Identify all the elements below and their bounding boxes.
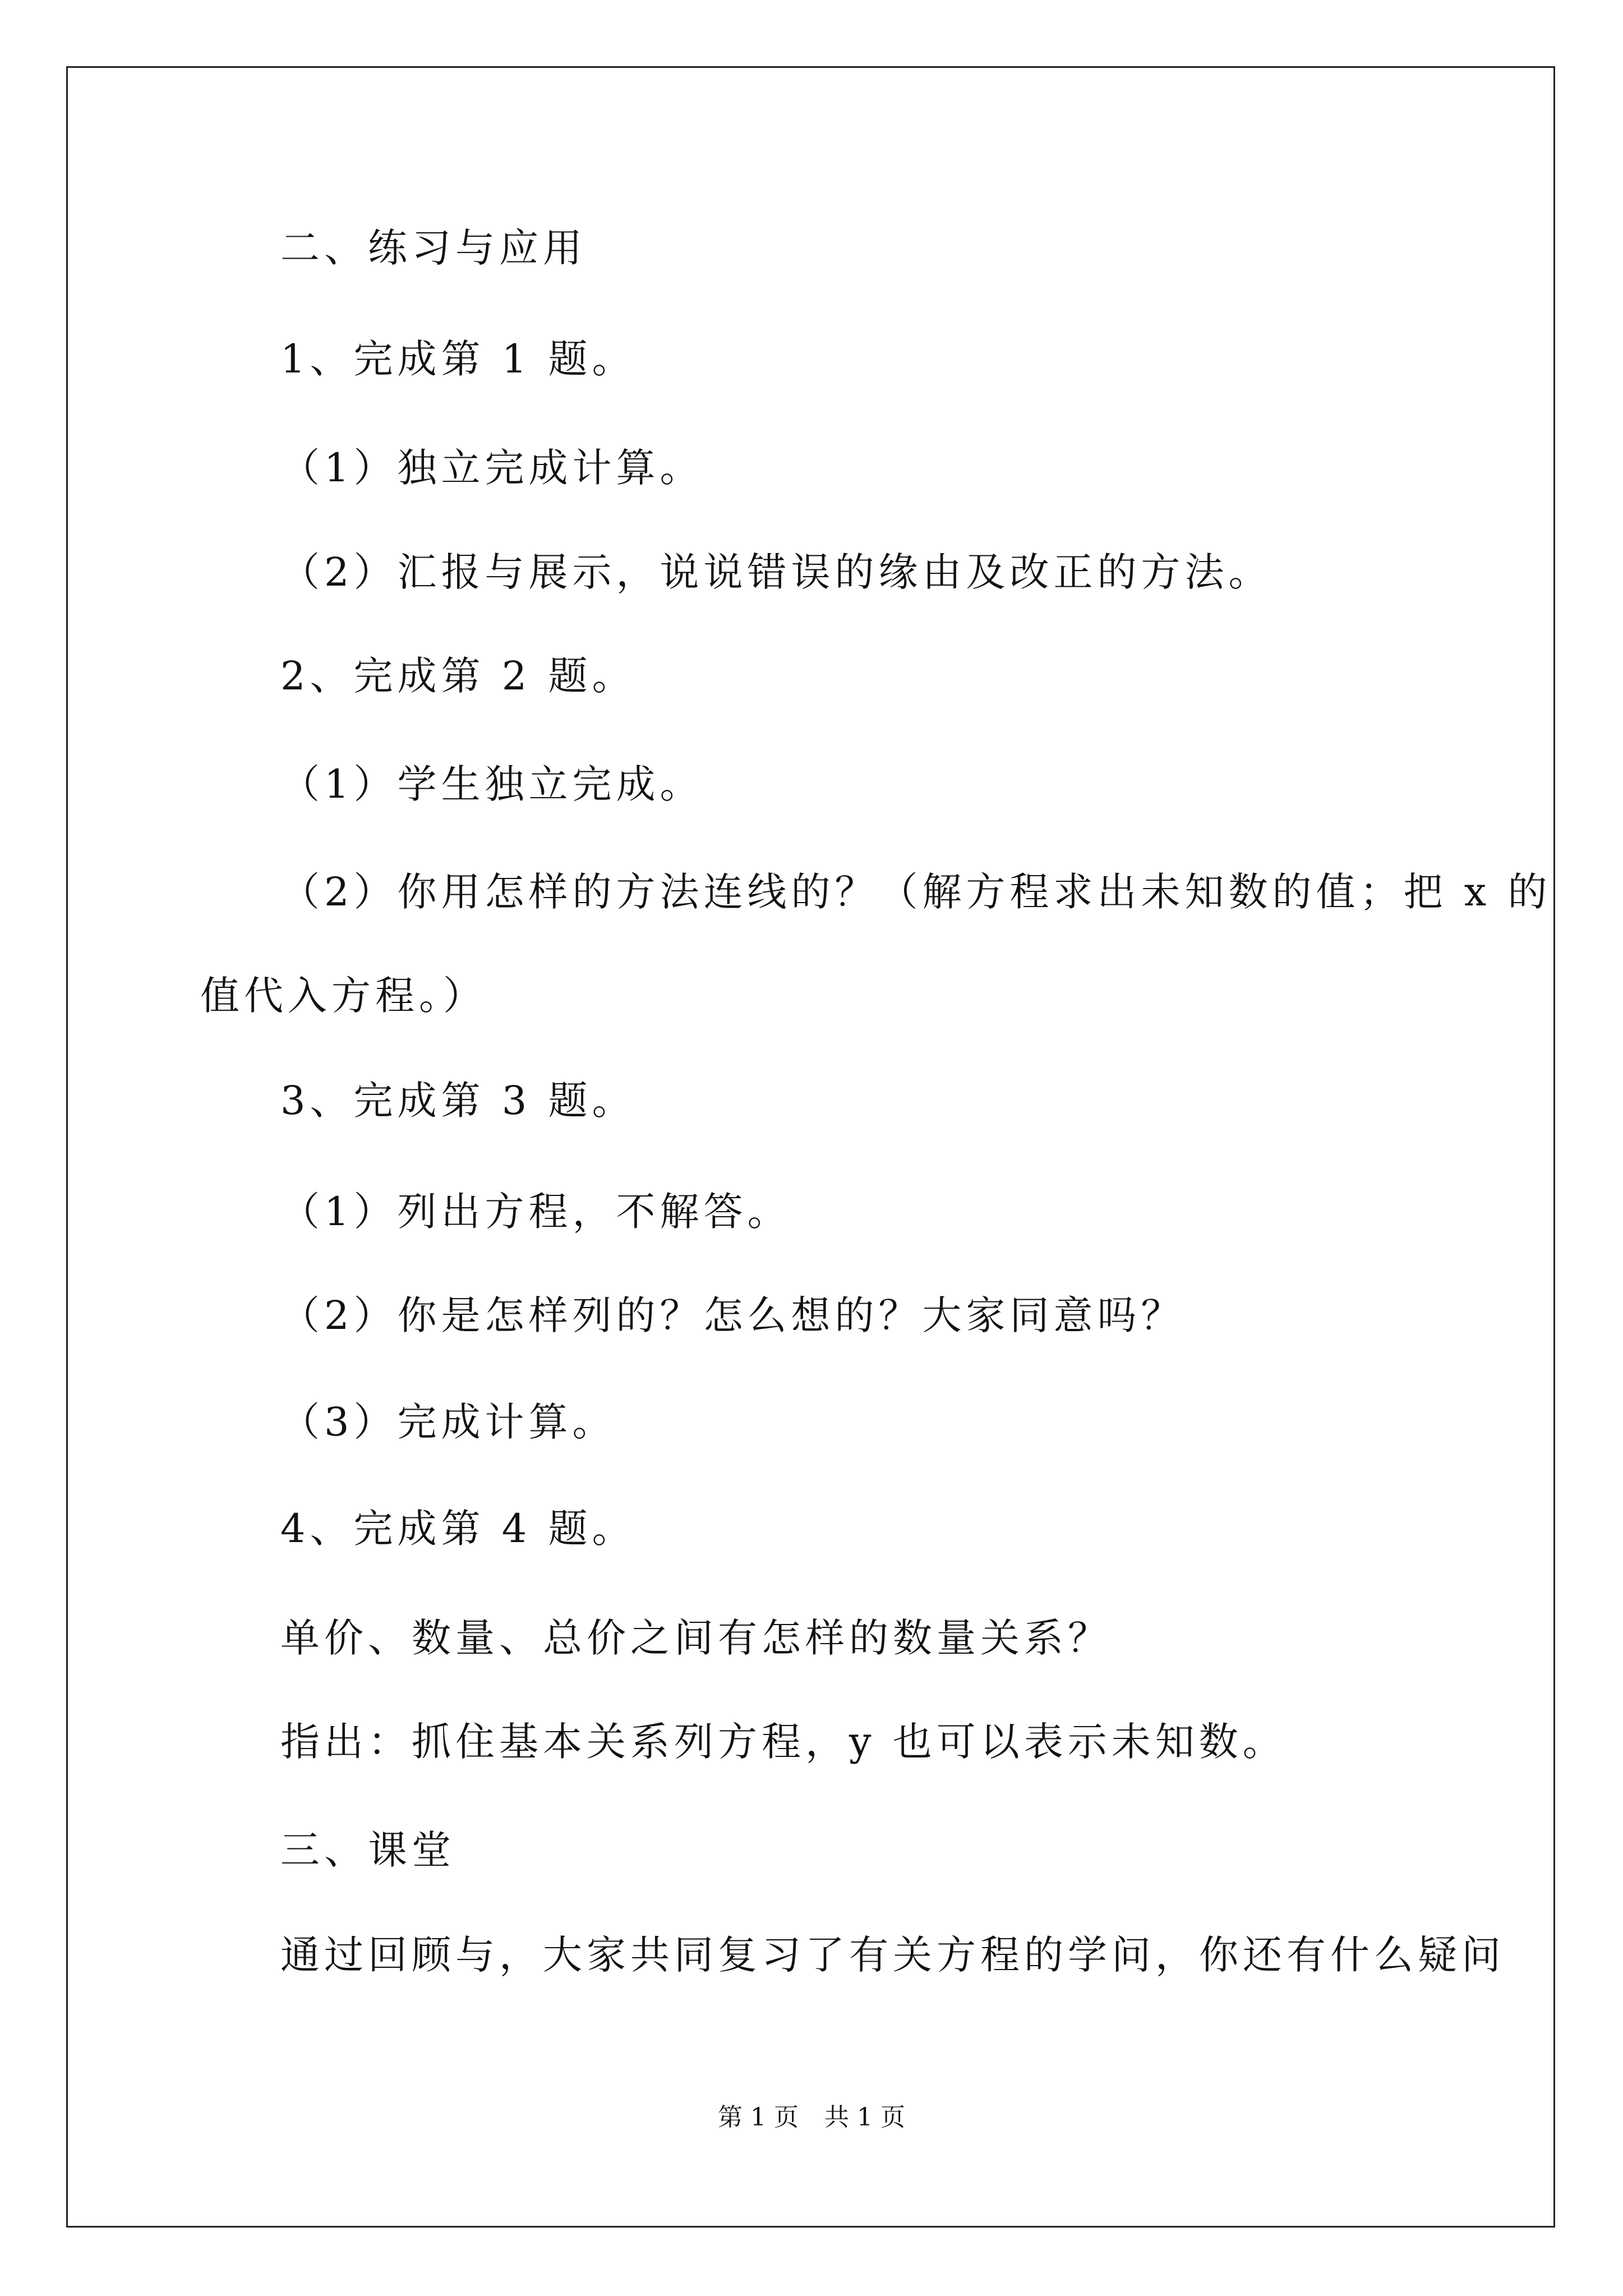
item-2-step-2: （2）你用怎样的方法连线的？（解方程求出未知数的值；把 x 的	[280, 869, 1552, 915]
item-2-heading: 2、完成第 2 题。	[280, 653, 636, 699]
item-4-heading: 4、完成第 4 题。	[280, 1506, 636, 1552]
section-heading-classroom: 三、课堂	[280, 1827, 455, 1873]
item-3-step-2: （2）你是怎样列的？怎么想的？大家同意吗？	[280, 1292, 1185, 1338]
item-4-question: 单价、数量、总价之间有怎样的数量关系？	[280, 1615, 1112, 1661]
item-1-heading: 1、完成第 1 题。	[280, 336, 636, 382]
item-3-step-3: （3）完成计算。	[280, 1399, 616, 1445]
page-total: 共 1 页	[824, 2103, 905, 2132]
item-3-step-1: （1）列出方程，不解答。	[280, 1189, 791, 1235]
item-2-step-2-continued: 值代入方程。）	[200, 973, 487, 1019]
item-1-step-2: （2）汇报与展示，说说错误的缘由及改正的方法。	[280, 549, 1272, 595]
classroom-summary: 通过回顾与，大家共同复习了有关方程的学问，你还有什么疑问	[280, 1932, 1505, 1978]
page-border	[66, 66, 1555, 2228]
item-4-note: 指出：抓住基本关系列方程，y 也可以表示未知数。	[280, 1719, 1287, 1765]
page-current: 第 1 页	[718, 2103, 799, 2132]
section-heading-practice: 二、练习与应用	[280, 225, 587, 271]
page-footer	[0, 2101, 1623, 2134]
item-2-step-1: （1）学生独立完成。	[280, 761, 704, 807]
item-1-step-1: （1）独立完成计算。	[280, 445, 704, 491]
item-3-heading: 3、完成第 3 题。	[280, 1078, 636, 1124]
